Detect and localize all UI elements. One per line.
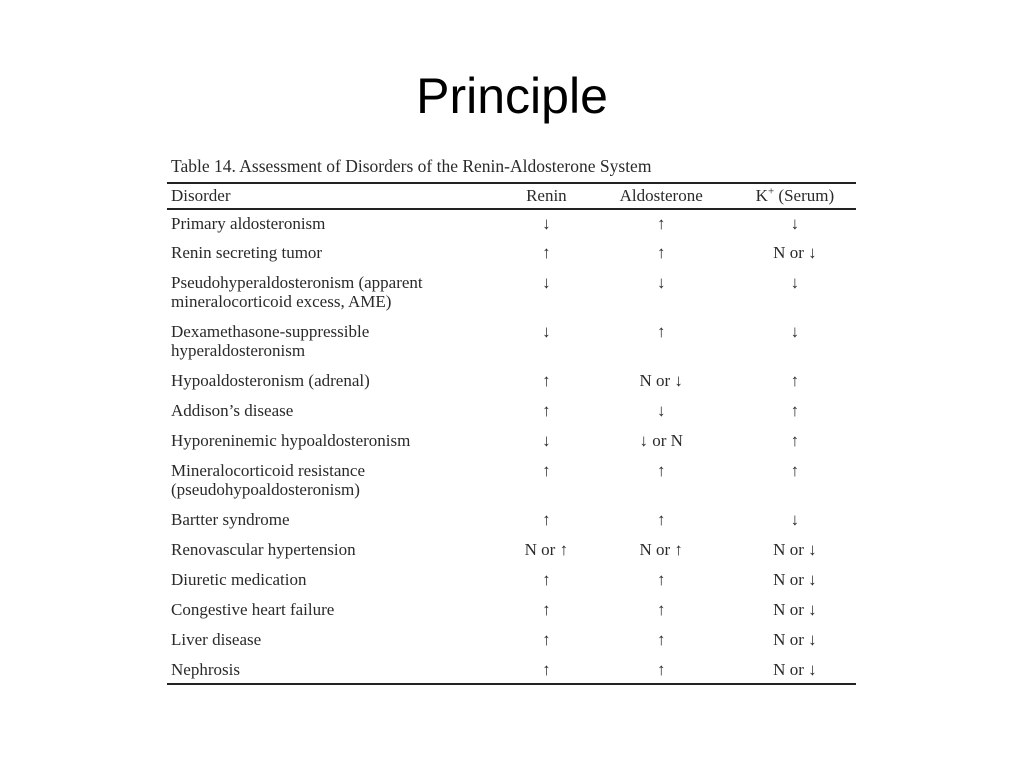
table-header-row xyxy=(167,183,856,209)
header-potassium xyxy=(734,183,856,209)
disorder-cell: Liver disease xyxy=(171,630,262,649)
disorder-cell: Primary aldosteronism xyxy=(171,214,326,233)
potassium-cell: ↓ xyxy=(790,273,800,292)
aldosterone-cell: ↑ xyxy=(656,461,666,480)
potassium-cell: ↑ xyxy=(790,371,800,390)
disorder-cell: Hypoaldosteronism (adrenal) xyxy=(171,371,370,390)
disorder-cell: Addison’s disease xyxy=(171,401,294,420)
renin-cell: ↓ xyxy=(542,431,551,450)
disorder-cell: Bartter syndrome xyxy=(171,510,290,529)
renin-cell: ↑ xyxy=(542,510,551,529)
header-renin: Renin xyxy=(504,183,588,209)
potassium-cell: N or ↓ xyxy=(773,600,817,619)
table-row xyxy=(167,457,856,506)
disorder-cell: Congestive heart failure xyxy=(171,600,335,619)
table-row xyxy=(167,656,856,684)
header-aldosterone: Aldosterone xyxy=(589,183,734,209)
table-row xyxy=(167,427,856,457)
aldosterone-cell: N or ↑ xyxy=(639,540,683,559)
renin-cell: ↑ xyxy=(542,600,551,619)
potassium-cell: ↑ xyxy=(790,461,800,480)
table-row xyxy=(167,269,856,318)
renin-cell: ↓ xyxy=(542,214,551,233)
potassium-cell: N or ↓ xyxy=(773,570,817,589)
potassium-cell: N or ↓ xyxy=(773,540,817,559)
disorder-cell xyxy=(167,269,504,318)
renin-cell: ↑ xyxy=(542,630,551,649)
renin-cell: ↓ xyxy=(542,273,551,292)
potassium-cell: N or ↓ xyxy=(773,660,817,679)
table-row xyxy=(167,209,856,239)
aldosterone-cell: ↑ xyxy=(656,214,666,233)
disorder-line-2: (pseudohypoaldosteronism) xyxy=(171,480,360,499)
disorder-cell xyxy=(167,457,504,506)
renin-cell: ↓ xyxy=(542,322,551,341)
slide-title: Principle xyxy=(416,68,608,124)
disorder-cell: Renovascular hypertension xyxy=(171,540,356,559)
disorder-cell: Diuretic medication xyxy=(171,570,307,589)
renin-cell: ↑ xyxy=(542,243,551,262)
renin-cell: N or ↑ xyxy=(524,540,569,559)
aldosterone-cell: ↑ xyxy=(656,510,666,529)
disorder-cell xyxy=(167,318,504,367)
disorder-line-1: Pseudohyperaldosteronism (apparent xyxy=(171,273,423,292)
aldosterone-cell: ↑ xyxy=(656,243,666,262)
table-row xyxy=(167,626,856,656)
renin-cell: ↑ xyxy=(542,401,551,420)
renin-aldosterone-table xyxy=(167,182,856,685)
header-potassium-sup: + xyxy=(767,185,775,198)
renin-cell: ↑ xyxy=(542,570,551,589)
aldosterone-cell: ↑ xyxy=(656,570,666,589)
aldosterone-cell: ↑ xyxy=(656,600,666,619)
table-row xyxy=(167,536,856,566)
aldosterone-cell: N or ↓ xyxy=(639,371,683,390)
aldosterone-cell: ↑ xyxy=(656,660,666,679)
renin-cell: ↑ xyxy=(542,371,551,390)
disorder-cell: Nephrosis xyxy=(171,660,240,679)
potassium-cell: ↓ xyxy=(790,214,800,233)
table-caption: Table 14. Assessment of Disorders of the Renin-Aldosterone System xyxy=(171,156,652,176)
renin-aldosterone-table-figure xyxy=(167,155,856,685)
table-row xyxy=(167,239,856,269)
table-row xyxy=(167,318,856,367)
disorder-cell: Hyporeninemic hypoaldosteronism xyxy=(171,431,411,450)
table-row xyxy=(167,566,856,596)
disorder-line-1: Dexamethasone-suppressible xyxy=(171,322,370,341)
potassium-cell: ↑ xyxy=(790,431,800,450)
table-row xyxy=(167,596,856,626)
aldosterone-cell: ↓ or N xyxy=(639,431,683,450)
header-potassium-rest: (Serum) xyxy=(774,186,835,205)
potassium-cell: ↓ xyxy=(790,322,800,341)
table-row xyxy=(167,397,856,427)
header-disorder: Disorder xyxy=(167,183,504,209)
renin-cell: ↑ xyxy=(542,461,551,480)
disorder-cell: Renin secreting tumor xyxy=(171,243,323,262)
potassium-cell: ↓ xyxy=(790,510,800,529)
renin-cell: ↑ xyxy=(542,660,551,679)
potassium-cell: N or ↓ xyxy=(773,630,817,649)
disorder-line-1: Mineralocorticoid resistance xyxy=(171,461,366,480)
header-potassium-base: K xyxy=(755,186,768,205)
aldosterone-cell: ↑ xyxy=(656,322,666,341)
disorder-line-2: hyperaldosteronism xyxy=(171,341,306,360)
table-row xyxy=(167,367,856,397)
disorder-line-2: mineralocorticoid excess, AME) xyxy=(171,292,392,311)
table-row xyxy=(167,506,856,536)
aldosterone-cell: ↑ xyxy=(656,630,666,649)
potassium-cell: N or ↓ xyxy=(773,243,817,262)
aldosterone-cell: ↓ xyxy=(656,401,666,420)
aldosterone-cell: ↓ xyxy=(656,273,666,292)
potassium-cell: ↑ xyxy=(790,401,800,420)
